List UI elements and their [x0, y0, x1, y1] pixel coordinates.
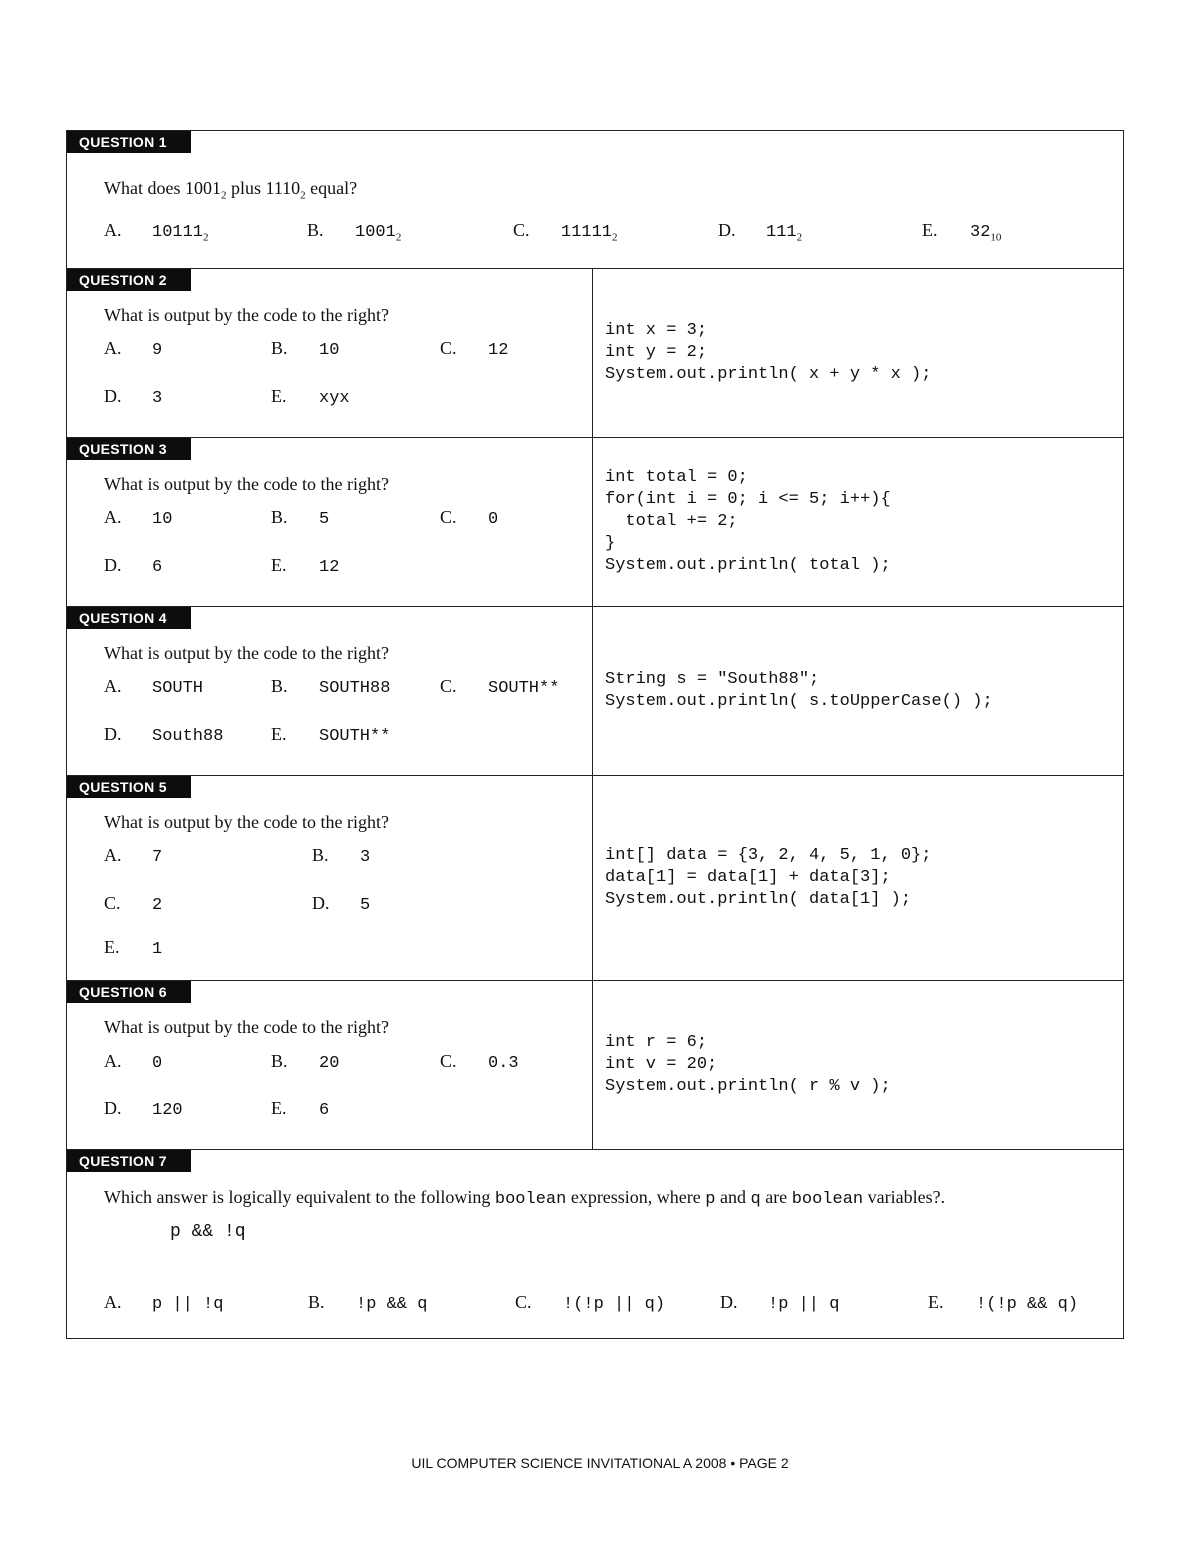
q4-option-c[interactable]: C. SOUTH**	[440, 676, 560, 698]
page-footer: UIL COMPUTER SCIENCE INVITATIONAL A 2008 • PAGE 2	[411, 1455, 789, 1471]
q4-option-d[interactable]: D. South88	[104, 724, 224, 746]
q6-option-a[interactable]: A. 0	[104, 1051, 163, 1073]
q6-option-e[interactable]: E. 6	[271, 1098, 330, 1120]
q1-option-c[interactable]: C. $11111_2$	[513, 220, 618, 244]
question-6-prompt: What is output by the code to the right?	[104, 1017, 389, 1037]
question-1-prompt: What does $1001_2$ plus $1110_2$ equal?	[104, 178, 358, 202]
question-2-label: QUESTION 2	[67, 269, 191, 291]
question-5-box	[66, 775, 1124, 981]
q2-option-d[interactable]: D. 3	[104, 386, 163, 408]
question-4-label: QUESTION 4	[67, 607, 191, 629]
q6-option-b[interactable]: B. 20	[271, 1051, 340, 1073]
question-3-code: int total = 0; for(int i = 0; i <= 5; i++){ total += 2; } System.out.println( total );	[605, 468, 891, 575]
q3-option-d[interactable]: D. 6	[104, 555, 163, 577]
q5-option-a[interactable]: A. 7	[104, 845, 163, 867]
q1-option-e[interactable]: E. $32_{10}$	[922, 220, 1002, 244]
question-7-label: QUESTION 7	[67, 1150, 191, 1172]
question-2-box	[66, 268, 1124, 438]
question-6-label: QUESTION 6	[67, 981, 191, 1003]
question-3-prompt: What is output by the code to the right?	[104, 474, 389, 494]
q1-option-d[interactable]: D. $111_2$	[718, 220, 803, 244]
q3-option-c[interactable]: C. 0	[440, 507, 499, 529]
q1-option-a[interactable]: A. $10111_2$	[104, 220, 209, 244]
q3-option-b[interactable]: B. 5	[271, 507, 330, 529]
question-4-prompt: What is output by the code to the right?	[104, 643, 389, 663]
q1-option-b[interactable]: B. $1001_2$	[307, 220, 402, 244]
q2-option-b[interactable]: B. 10	[271, 338, 340, 360]
q2-option-a[interactable]: A. 9	[104, 338, 163, 360]
q5-option-e[interactable]: E. 1	[104, 937, 163, 959]
question-7-prompt: Which answer is logically equivalent to the following boolean expression, where p and q are boolean variables?.	[104, 1187, 946, 1209]
question-5-label: QUESTION 5	[67, 776, 191, 798]
q3-option-a[interactable]: A. 10	[104, 507, 173, 529]
q4-option-a[interactable]: A. SOUTH	[104, 676, 204, 698]
q5-option-b[interactable]: B. 3	[312, 845, 371, 867]
question-6-box	[66, 980, 1124, 1150]
question-6-code: int r = 6; int v = 20; System.out.println( r % v );	[605, 1033, 891, 1096]
question-2-prompt: What is output by the code to the right?	[104, 305, 389, 325]
q7-option-d[interactable]: D. !p || q	[720, 1292, 840, 1314]
q7-option-a[interactable]: A. p || !q	[104, 1292, 224, 1314]
q2-option-c[interactable]: C. 12	[440, 338, 509, 360]
q7-option-e[interactable]: E. !(!p && q)	[928, 1292, 1079, 1314]
question-5-code: int[] data = {3, 2, 4, 5, 1, 0}; data[1] = data[1] + data[3]; System.out.println( data[1] );	[605, 846, 932, 909]
question-2-code: int x = 3; int y = 2; System.out.println( x + y * x );	[605, 321, 932, 384]
question-3-box	[66, 437, 1124, 607]
column-divider	[592, 268, 593, 1150]
question-5-prompt: What is output by the code to the right?	[104, 812, 389, 832]
q6-option-d[interactable]: D. 120	[104, 1098, 183, 1120]
q7-option-b[interactable]: B. !p && q	[308, 1292, 428, 1314]
question-4-code: String s = "South88"; System.out.println( s.toUpperCase() );	[605, 670, 993, 711]
q7-option-c[interactable]: C. !(!p || q)	[515, 1292, 666, 1314]
question-7-expression: p && !q	[170, 1222, 246, 1242]
question-3-label: QUESTION 3	[67, 438, 191, 460]
q4-option-b[interactable]: B. SOUTH88	[271, 676, 391, 698]
q2-option-e[interactable]: E. xyx	[271, 386, 350, 408]
q4-option-e[interactable]: E. SOUTH**	[271, 724, 391, 746]
q5-option-d[interactable]: D. 5	[312, 893, 371, 915]
q5-option-c[interactable]: C. 2	[104, 893, 163, 915]
question-1-label: QUESTION 1	[67, 131, 191, 153]
q3-option-e[interactable]: E. 12	[271, 555, 340, 577]
q6-option-c[interactable]: C. 0.3	[440, 1051, 519, 1073]
